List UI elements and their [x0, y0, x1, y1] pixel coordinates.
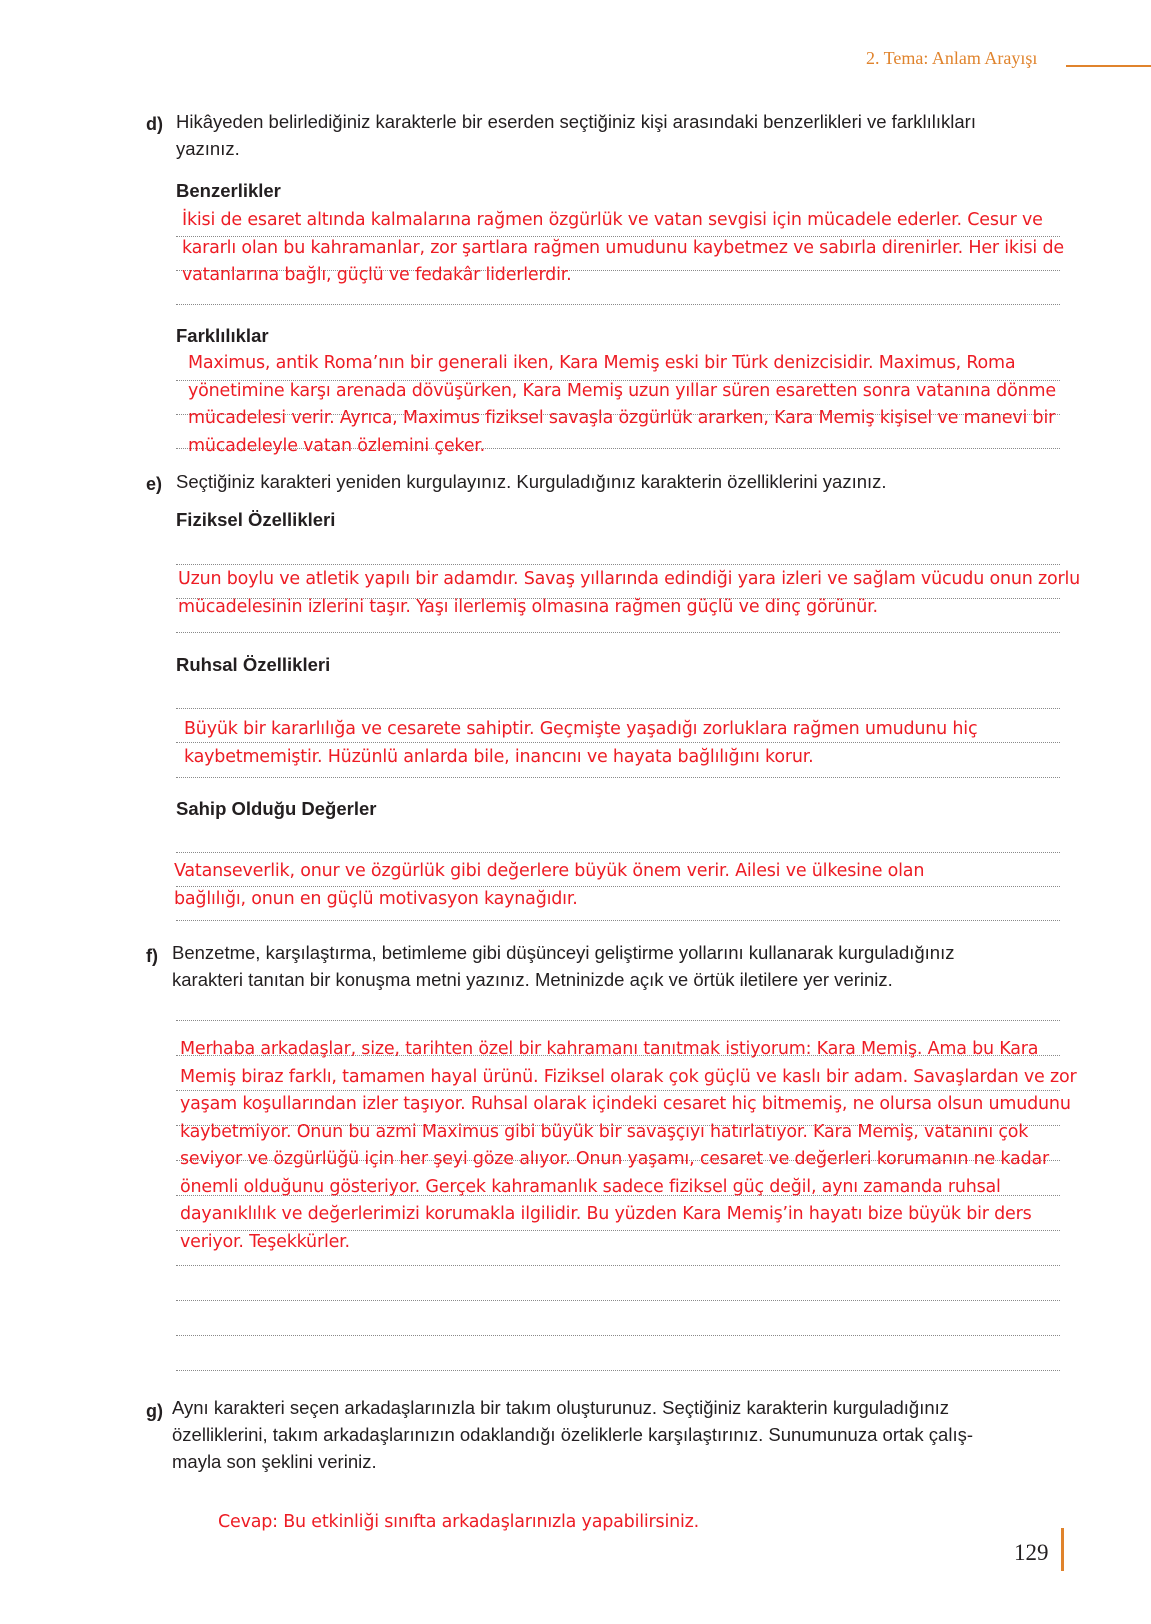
answer-line: Vatanseverlik, onur ve özgürlük gibi değerlere büyük önem verir. Ailesi ve ülkesine olan [174, 861, 925, 881]
question-d-line: Hikâyeden belirlediğiniz karakterle bir eserden seçtiğiniz kişi arasındaki benzerlikleri ve farklılıkları [176, 111, 976, 132]
answer-line: veriyor. Teşekkürler. [180, 1231, 350, 1252]
answer-rule [176, 1335, 1060, 1336]
answer-line: vatanlarına bağlı, güçlü ve fedakâr liderlerdir. [182, 265, 572, 285]
fiziksel-answer [178, 566, 1080, 621]
answer-line: Memiş biraz farklı, tamamen hayal ürünü. Fiziksel olarak çok güçlü ve kaslı bir adam. Savaşlardan ve zor [180, 1066, 1077, 1087]
farkliliklar-answer [188, 350, 1056, 460]
answer-line: seviyor ve özgürlüğü için her şeyi göze alıyor. Onun yaşamı, cesaret ve değerleri korumanın ne kadar [180, 1149, 1050, 1169]
theme-header: 2. Tema: Anlam Arayışı [866, 48, 1038, 68]
answer-line: mücadelesinin izlerini taşır. Yaşı ilerlemiş olmasına rağmen güçlü ve dinç görünür. [178, 596, 878, 617]
question-f-label: f) [146, 946, 158, 966]
answer-rule [176, 304, 1060, 305]
answer-line: bağlılığı, onun en güçlü motivasyon kaynağıdır. [174, 888, 578, 909]
question-d-label: d) [146, 114, 163, 134]
question-g-line: Aynı karakteri seçen arkadaşlarınızla bir takım oluşturunuz. Seçtiğiniz karakterin kurguladığınız [172, 1397, 950, 1418]
answer-line: yaşam koşullarından izler taşıyor. Ruhsal olarak içindeki cesaret hiç bitmemiş, ne olursa olsun umudunu [180, 1094, 1071, 1114]
benzerlikler-heading: Benzerlikler [176, 180, 281, 201]
degerler-answer [174, 858, 924, 913]
answer-line: kaybetmiyor. Onun bu azmi Maximus gibi büyük bir savaşçıyı hatırlatıyor. Kara Memiş, vatanını çok [180, 1121, 1029, 1142]
question-e-text: Seçtiğiniz karakteri yeniden kurgulayınız. Kurguladığınız karakterin özelliklerini yazınız. [176, 471, 887, 492]
answer-line: Maximus, antik Roma’nın bir generali iken, Kara Memiş eski bir Türk denizcisidir. Maximus, Roma [188, 353, 1016, 373]
ruhsal-heading: Ruhsal Özellikleri [176, 654, 331, 675]
answer-rule [176, 777, 1060, 778]
answer-line: kaybetmemiştir. Hüzünlü anlarda bile, inancını ve hayata bağlılığını korur. [184, 746, 814, 767]
answer-line: kararlı olan bu kahramanlar, zor şartlara rağmen umudunu kaybetmez ve sabırla direnirler. Her ikisi de [182, 237, 1064, 258]
answer-line: Büyük bir kararlılığa ve cesarete sahiptir. Geçmişte yaşadığı zorluklara rağmen umudunu hiç [184, 719, 978, 739]
question-f-line: karakteri tanıtan bir konuşma metni yazınız. Metninizde açık ve örtük iletilere yer veriniz. [172, 969, 893, 990]
answer-line: dayanıklılık ve değerlerimizi korumakla ilgilidir. Bu yüzden Kara Memiş’in hayatı bize büyük bir ders [180, 1204, 1032, 1224]
fiziksel-heading: Fiziksel Özellikleri [176, 509, 336, 530]
answer-line: önemli olduğunu gösteriyor. Gerçek kahramanlık sadece fiziksel güç değil, aynı zamanda ruhsal [180, 1176, 1001, 1197]
ruhsal-answer [184, 716, 977, 771]
question-g-line: mayla son şeklini veriniz. [172, 1451, 377, 1472]
answer-rule [176, 1300, 1060, 1301]
answer-line: mücadeleyle vatan özlemini çeker. [188, 435, 486, 456]
activity-answer: Cevap: Bu etkinliği sınıfta arkadaşlarınızla yapabilirsiniz. [218, 1512, 700, 1532]
header-rule [1066, 65, 1151, 67]
speech-answer [180, 1036, 1076, 1256]
answer-rule [176, 1020, 1060, 1021]
question-g-label: g) [146, 1401, 163, 1421]
answer-rule [176, 852, 1060, 853]
question-g-line: özelliklerini, takım arkadaşlarınızın odaklandığı özeliklerle karşılaştırınız. Sunumunuza ortak çalış- [172, 1424, 973, 1445]
page-number-bar [1061, 1528, 1064, 1571]
answer-rule [176, 632, 1060, 633]
degerler-heading: Sahip Olduğu Değerler [176, 798, 377, 819]
page-number: 129 [1014, 1540, 1049, 1565]
answer-line: İkisi de esaret altında kalmalarına rağmen özgürlük ve vatan sevgisi için mücadele ederler. Cesur ve [182, 210, 1043, 230]
farkliliklar-heading: Farklılıklar [176, 325, 269, 346]
question-f-line: Benzetme, karşılaştırma, betimleme gibi düşünceyi geliştirme yollarını kullanarak kurguladığınız [172, 942, 955, 963]
answer-rule [176, 920, 1060, 921]
question-e-label: e) [146, 474, 163, 494]
question-f-text [172, 939, 954, 993]
benzerlikler-answer [182, 207, 1064, 290]
answer-rule [176, 1370, 1060, 1371]
answer-rule [176, 564, 1060, 565]
answer-line: Merhaba arkadaşlar, size, tarihten özel bir kahramanı tanıtmak istiyorum: Kara Memiş. Ama bu Kara [180, 1039, 1039, 1059]
answer-line: mücadelesi verir. Ayrıca, Maximus fiziksel savaşla özgürlük ararken, Kara Memiş kişisel ve manevi bir [188, 408, 1056, 428]
answer-line: Uzun boylu ve atletik yapılı bir adamdır. Savaş yıllarında edindiği yara izleri ve sağlam vücudu onun zorlu [178, 569, 1081, 589]
answer-line: yönetimine karşı arenada dövüşürken, Kara Memiş uzun yıllar süren esaretten sonra vatanına dönme [188, 380, 1056, 401]
question-d-line: yazınız. [176, 138, 240, 159]
answer-rule [176, 1265, 1060, 1266]
answer-rule [176, 708, 1060, 709]
question-d-text [176, 108, 976, 162]
question-g-text [172, 1394, 973, 1475]
